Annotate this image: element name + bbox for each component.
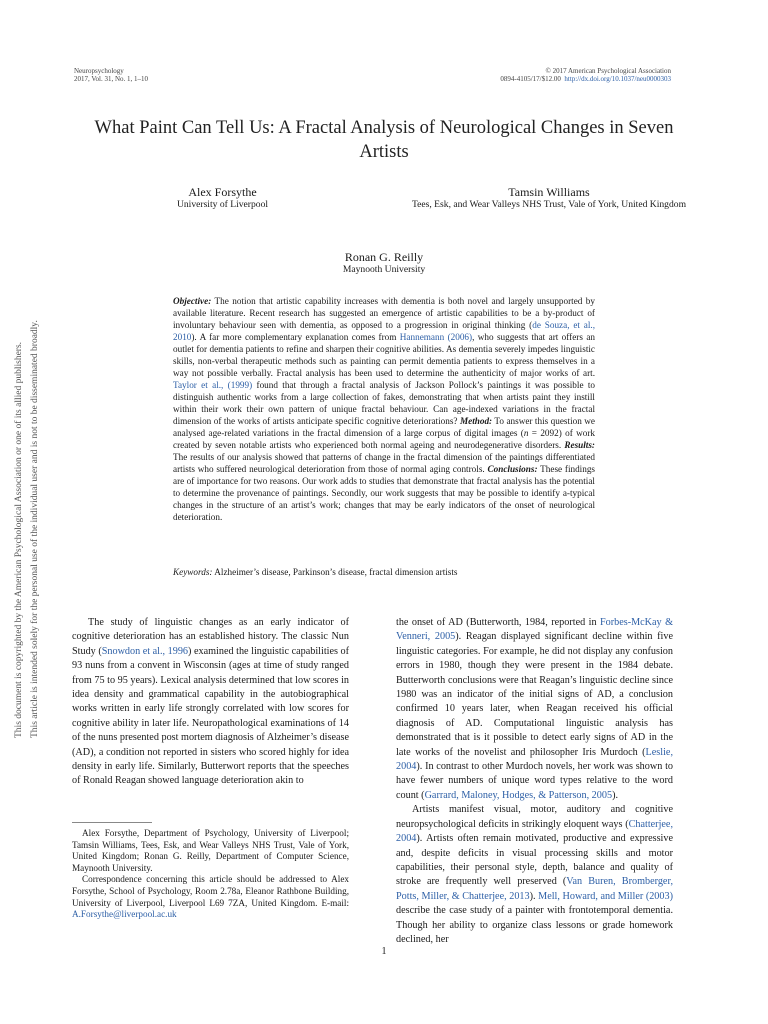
abstract-text: To answer this question we analysed age-related variations in the fractal dimension of a large corpus of digital images ( xyxy=(173,416,595,438)
body-text: ). Artists often remain motivated, productive and expressive and, despite deficits in visual processing skills and motor capabilities, their personal style, depth, balance and quality of stroke are frequently well preserved ( xyxy=(396,833,673,888)
body-paragraph xyxy=(72,616,349,789)
author-affiliation: Maynooth University xyxy=(342,264,426,275)
body-text: the onset of AD (Butterworth, 1984, reported in xyxy=(396,617,600,628)
abstract xyxy=(173,295,595,523)
author-name: Ronan G. Reilly xyxy=(344,250,424,264)
body-paragraph xyxy=(396,803,673,947)
correspondence-note xyxy=(72,874,349,920)
abstract-text: The results of our analysis showed that patterns of change in the fractal dimension of the paintings differentiated artists who suffered neurological deterioration from those of normal aging controls. xyxy=(173,452,595,474)
results-label: Results: xyxy=(564,440,595,450)
sidebar-line-1: This document is copyrighted by the American Psychological Association or one of its allied publishers. xyxy=(14,341,24,738)
citation-link[interactable]: Forbes-McKay & Venneri, 2005 xyxy=(396,617,673,643)
copyright-header xyxy=(500,67,671,83)
body-text: Artists manifest visual, motor, auditory and cognitive neuropsychological deficits in strikingly eloquent ways ( xyxy=(396,804,673,830)
abstract-text: These findings are of importance for two reasons. Our work adds to studies that demonstrate that fractal analysis has the potential to determine the provenance of paintings. Secondly, our work suggests that may be possible to identify a-typical changes in the structure of an artist’s work; changes that may be early indicators of the onset of neurological deterioration. xyxy=(173,464,595,522)
author-block-3 xyxy=(284,250,484,275)
copyright-sidebar xyxy=(14,260,54,740)
citation-link[interactable]: Van Buren, Bromberger, Potts, Miller, & Chatterjee, 2013 xyxy=(396,876,673,902)
footnote xyxy=(72,828,349,921)
author-name: Alex Forsythe xyxy=(188,185,257,199)
body-text: ) examined the linguistic capabilities of 93 nuns from a convent in Wisconsin (ages at time of study ranged from 75 to 95 years). Lexical analysis determined that low scores in idea density and grammatical capability in the autobiographical works written in early life strongly correlated with low scores for cognitive ability in later life. Neuropathological examinations of 14 of the nuns presented post mortem diagnosis of Alzheimer’s disease (AD), a condition not reported in sisters who scored highly for idea density in early life. Similarly, Butterwort reports that the speeches of Ronald Reagan showed language deterioration akin to xyxy=(72,645,350,787)
journal-header xyxy=(74,67,148,83)
body-text: ). xyxy=(529,890,539,902)
citation-link[interactable]: Leslie, 2004 xyxy=(396,746,673,773)
email-link[interactable]: A.Forsythe@liverpool.ac.uk xyxy=(72,909,177,920)
keywords xyxy=(173,566,595,578)
author-affiliation: Tees, Esk, and Wear Valleys NHS Trust, Vale of York, United Kingdom xyxy=(411,199,687,210)
body-paragraph xyxy=(396,616,673,803)
abstract-text: found that through a fractal analysis of Jackson Pollock’s paintings it was possible to distinguish authentic works from a large collection of fakes, demonstrating that when artists paint they instill within their work their own pattern of unique fractal behaviour. Can age-indexed variations in the fractal dimension of the works of artists anticipate specific cognitive deteriorations? xyxy=(173,380,595,426)
citation-link[interactable]: de Souza, et al., 2010 xyxy=(173,320,596,342)
abstract-text: The notion that artistic capability increases with dementia is both novel and largely unsupported by available literature. Recent research has suggested an emergence of artistic capabilities to be a by-product of involuntary behaviour seen with dementia, as opposed to a progression in original thinking ( xyxy=(173,296,595,330)
body-text: ). xyxy=(612,789,619,801)
citation-link[interactable]: Taylor et al., (1999) xyxy=(173,380,253,390)
citation-link[interactable]: Garrard, Maloney, Hodges, & Patterson, 2005 xyxy=(424,789,613,801)
abstract-text: = 2092) of work created by seven notable artists who experienced both normal ageing and neurodegenerative disorders. xyxy=(173,428,595,450)
objective-label: Objective: xyxy=(173,296,212,306)
conclusions-label: Conclusions: xyxy=(487,464,538,474)
author-affiliation: University of Liverpool xyxy=(176,199,269,210)
abstract-text: , who suggests that art offers an outlet for dementia patients to refine and sharpen their cognitive abilities. As dementia severely impedes linguistic skills, non-verbal therapeutic methods such as painting can permit dementia patients to express themselves in a way not possible verbally. Fractal analysis has been used to determine the authenticity of major works of art. xyxy=(173,332,595,378)
body-text: ). In contrast to other Murdoch novels, her work was shown to have fewer numbers of unique word types relative to the word count ( xyxy=(396,761,673,801)
footnote-rule xyxy=(72,822,152,823)
body-text: describe the case study of a painter with frontotemporal dementia. Though her ability to organize class lessons or grade homework declined, her xyxy=(396,905,673,945)
method-label: Method: xyxy=(459,416,493,426)
body-text: ). Reagan displayed significant decline within five linguistic categories. For example, he did not display any confusion errors in 1980, though they were present in the 1984 debate. Butterworth conclusions were that Reagan’s linguistic decline since 1980 was an indicator of the initial signs of AD, a conclusion confirmed 10 years later, when Reagan received his official diagnosis of AD. Computational linguistic analysis has demonstrated that is it possible to detect early signs of AD in the late works of the novelist and philosopher Iris Murdoch ( xyxy=(396,631,673,758)
affiliation-note: Alex Forsythe, Department of Psychology, University of Liverpool; Tamsin Williams, Tees, Esk, and Wear Valleys NHS Trust, Vale of York, United Kingdom; Ronan G. Reilly, Department of Computer Science, Maynooth University. xyxy=(72,828,349,873)
correspondence-text: Correspondence concerning this article should be addressed to Alex Forsythe, School of Psychology, Room 2.78a, Eleanor Rathbone Building, University of Liverpool, Liverpool L69 7ZA, United Kingdom. E-mail: xyxy=(72,874,349,908)
citation-link[interactable]: Mell, Howard, and Miller (2003) xyxy=(538,890,673,902)
citation-link[interactable]: Hannemann (2006) xyxy=(399,332,473,342)
citation-link[interactable]: Chatterjee, 2004 xyxy=(396,818,673,845)
journal-issue: 2017, Vol. 31, No. 1, 1–10 xyxy=(74,75,149,83)
doi-link[interactable]: http://dx.doi.org/10.1037/neu0000303 xyxy=(564,75,671,83)
keywords-text: Alzheimer’s disease, Parkinson’s disease, fractal dimension artists xyxy=(212,567,458,577)
body-column-right xyxy=(396,616,673,947)
paper-title: What Paint Can Tell Us: A Fractal Analysis of Neurological Changes in Seven Artists xyxy=(94,118,674,162)
journal-name: Neuropsychology xyxy=(74,67,124,75)
author-block-2 xyxy=(408,185,690,210)
author-block-1 xyxy=(150,185,295,210)
issn-doi-line xyxy=(500,75,671,83)
body-text: The study of linguistic changes as an early indicator of cognitive deterioration has an established history. The classic Nun Study ( xyxy=(72,617,349,657)
n-symbol: n xyxy=(523,428,529,438)
body-column-left xyxy=(72,616,349,789)
sidebar-line-2: This article is intended solely for the personal use of the individual user and is not to be disseminated broadly. xyxy=(30,320,40,738)
citation-link[interactable]: Snowdon et al., 1996 xyxy=(101,645,189,657)
keywords-label: Keywords: xyxy=(173,567,213,577)
author-name: Tamsin Williams xyxy=(508,185,590,199)
page-number: 1 xyxy=(381,946,387,957)
abstract-text: ). A far more complementary explanation comes from xyxy=(191,332,400,342)
issn: 0894-4105/17/$12.00 xyxy=(500,75,561,83)
copyright-line: © 2017 American Psychological Association xyxy=(545,67,671,75)
